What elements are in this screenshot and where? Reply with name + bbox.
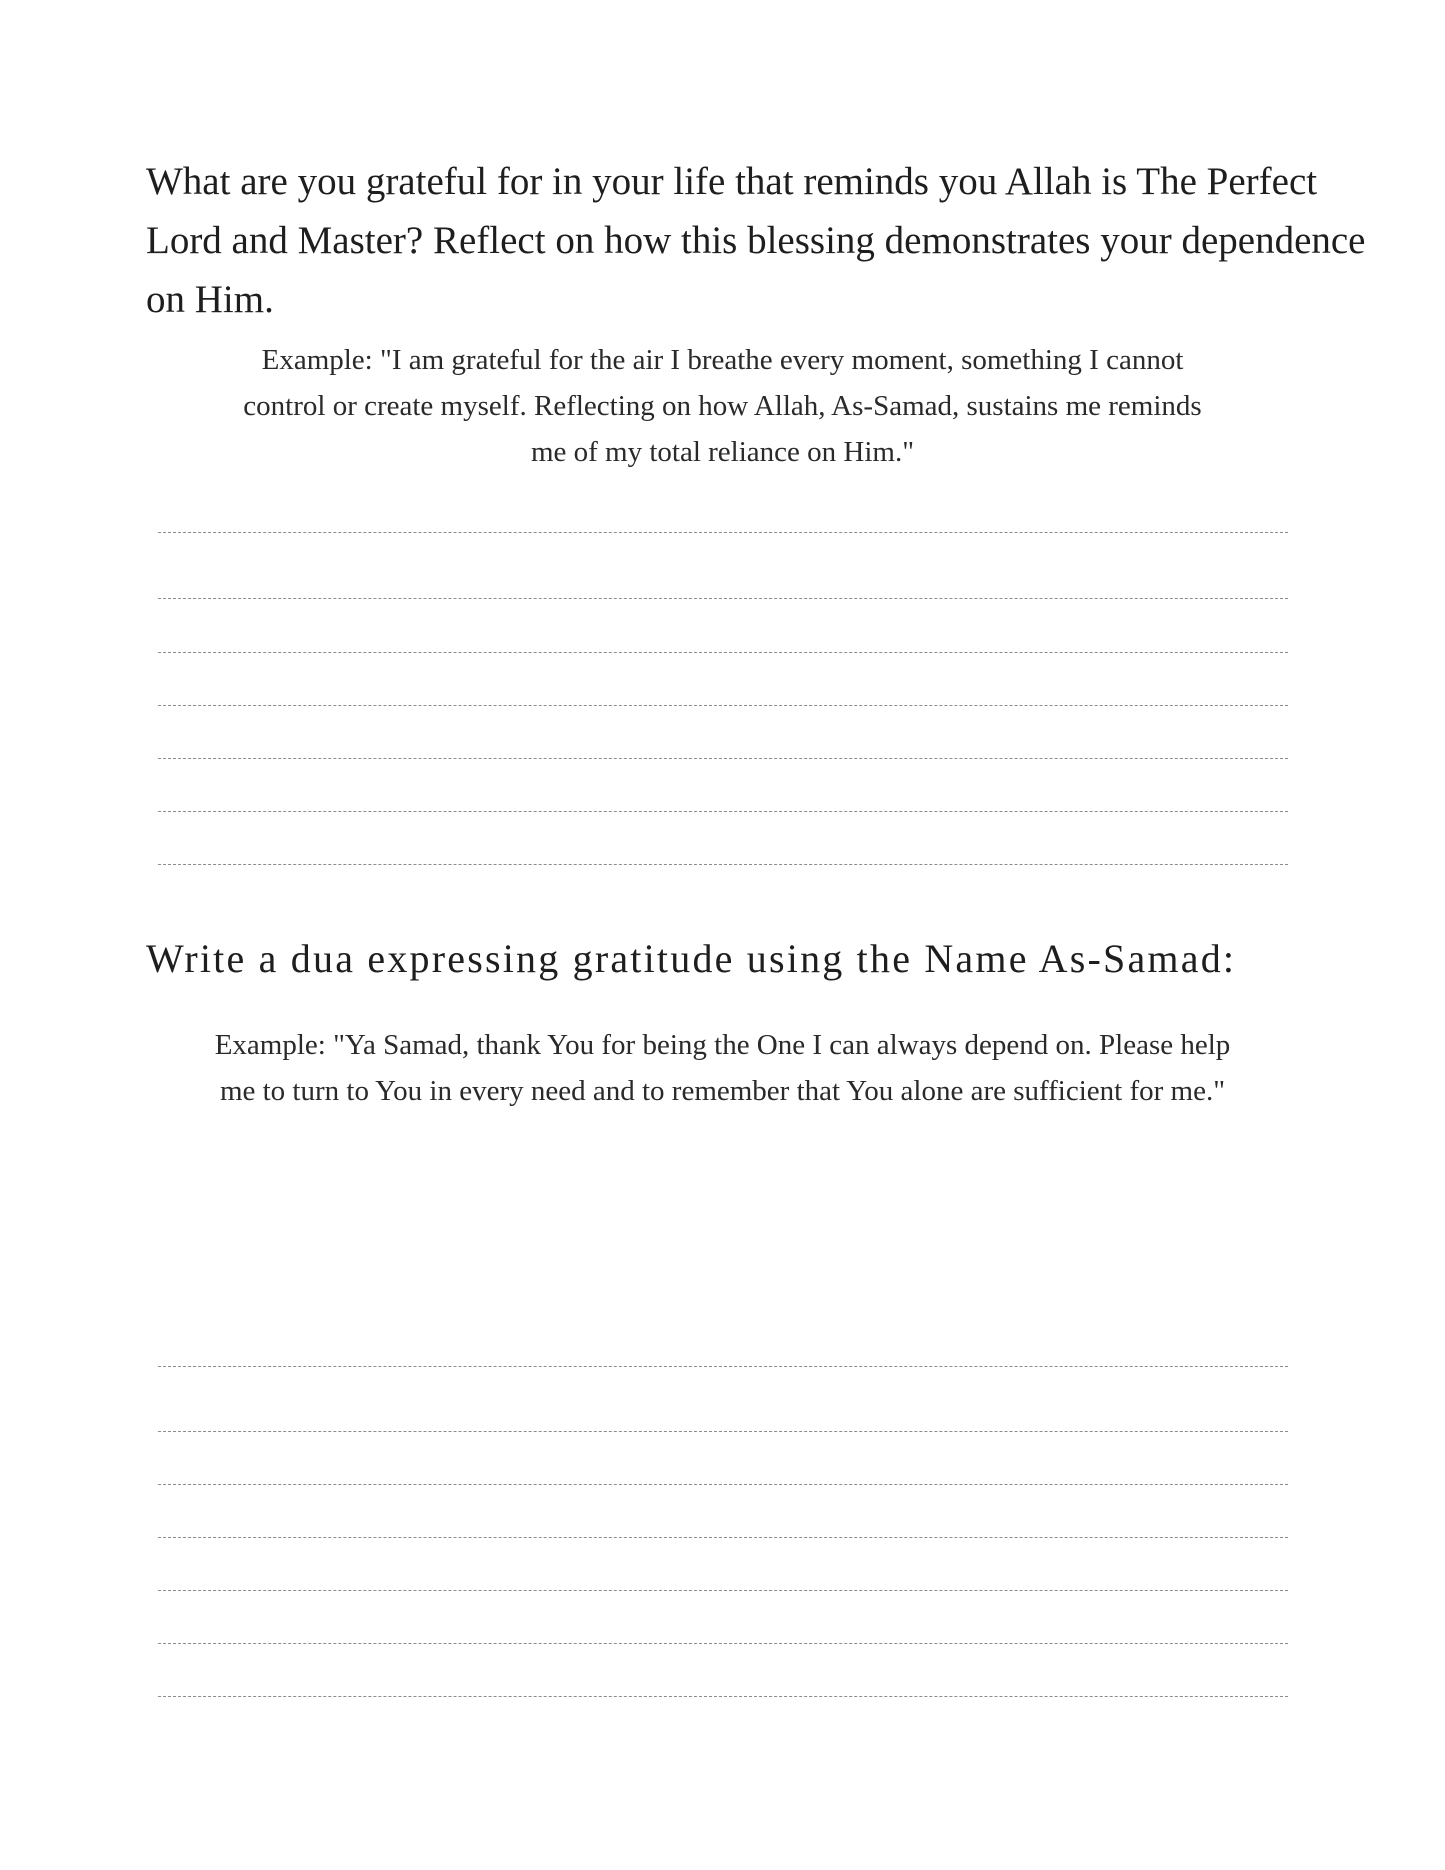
writing-line[interactable]: [158, 1537, 1288, 1538]
writing-line[interactable]: [158, 1484, 1288, 1485]
writing-line[interactable]: [158, 1366, 1288, 1367]
dua-example: Example: "Ya Samad, thank You for being the One I can always depend on. Please help me to turn to You in every need and to remember that You alone are sufficient for me.": [214, 1029, 1231, 1107]
writing-line[interactable]: [158, 1696, 1288, 1697]
writing-line[interactable]: [158, 652, 1288, 653]
writing-line[interactable]: [158, 811, 1288, 812]
writing-line[interactable]: [158, 1643, 1288, 1644]
dua-heading: Write a dua expressing gratitude using the Name As-Samad:: [146, 936, 1237, 981]
writing-line[interactable]: [158, 532, 1288, 533]
gratitude-question: What are you grateful for in your life that reminds you Allah is The Perfect Lord and Master? Reflect on how this blessing demonstrates your dependence on Him.: [146, 160, 1366, 321]
writing-line[interactable]: [158, 758, 1288, 759]
gratitude-example: Example: "I am grateful for the air I breathe every moment, something I cannot control or create myself. Reflecting on how Allah, As-Samad, sustains me reminds me of my total reliance on Him.": [243, 344, 1202, 468]
writing-line[interactable]: [158, 864, 1288, 865]
writing-line[interactable]: [158, 598, 1288, 599]
writing-line[interactable]: [158, 1431, 1288, 1432]
writing-line[interactable]: [158, 705, 1288, 706]
writing-line[interactable]: [158, 1590, 1288, 1591]
